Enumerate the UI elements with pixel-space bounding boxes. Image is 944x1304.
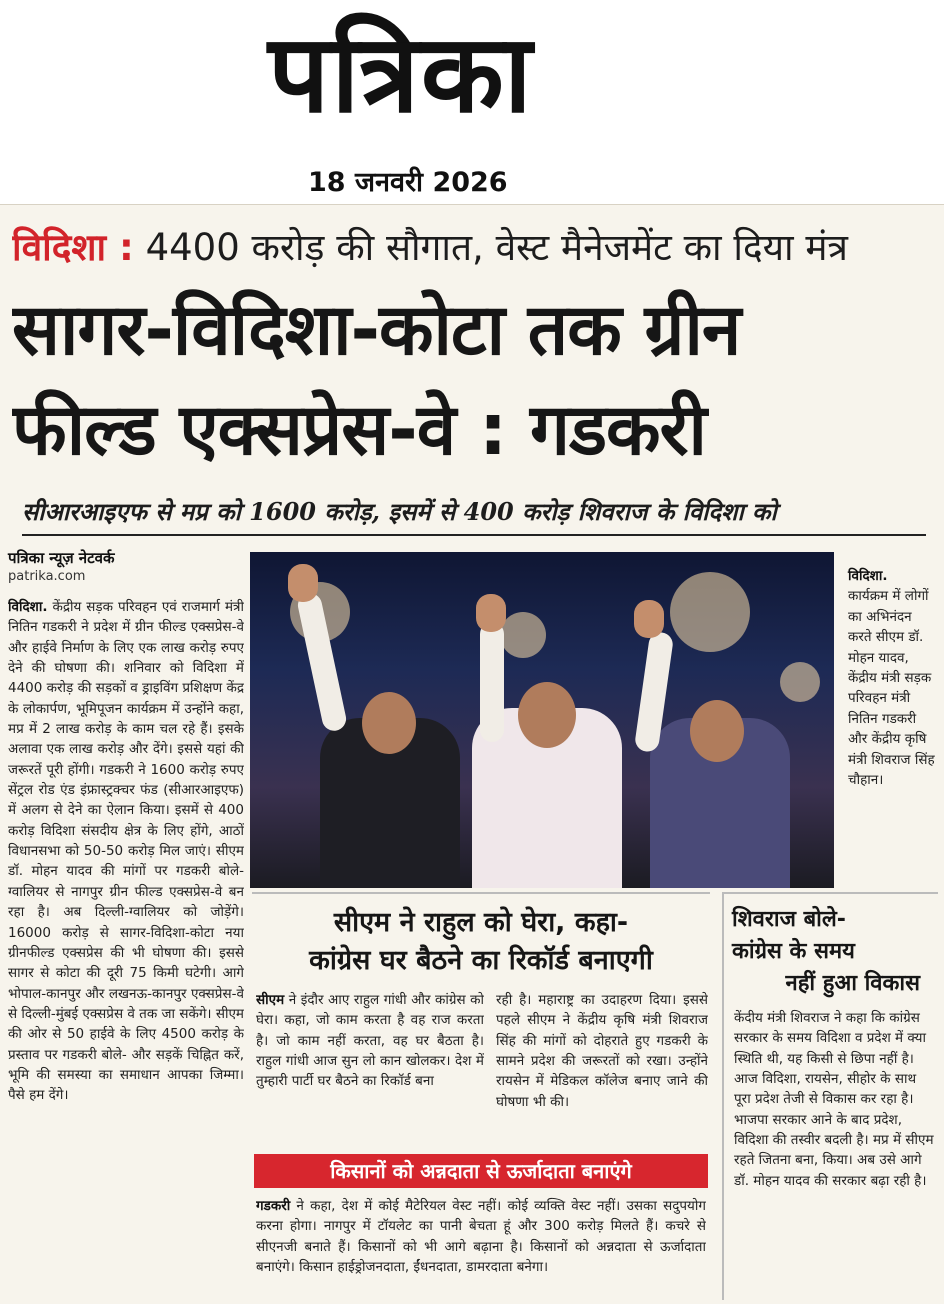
deck-subheadline: सीआरआइएफ से मप्र को 1600 करोड़, इसमें से 400 करोड़ शिवराज के विदिशा को (22, 488, 926, 536)
person-right-head (690, 700, 744, 762)
headline-line-2: फील्ड एक्सप्रेस-वे : गडकरी (12, 388, 706, 471)
person-left-head (362, 692, 416, 754)
cm-story-lead: सीएम (256, 992, 285, 1008)
cm-story-headline-2: कांग्रेस घर बैठने का रिकॉर्ड बनाएगी (309, 945, 653, 976)
shivraj-headline-2: कांग्रेस के समय (732, 939, 855, 964)
caption-text: कार्यक्रम में लोगों का अभिनंदन करते सीएम डॉ. मोहन यादव, केंद्रीय मंत्री सड़क परिवहन मंत्री नितिन गडकरी और केंद्रीय कृषि मंत्री शिवराज सिंह चौहान। (848, 588, 935, 789)
person-center-hand (476, 594, 506, 632)
masthead (0, 0, 944, 198)
farmers-story-text: ने कहा, देश में कोई मैटेरियल वेस्ट नहीं। कोई व्यक्ति वेस्ट नहीं। उसका सदुपयोग करना होगा। नागपुर में टॉयलेट का पानी बेचता हूं और 300 करोड़ मिलते हैं। कचरे से सीएनजी बनाते हैं। किसानों को भी आगे बढ़ाना है। किसानों को अन्नदाता से ऊर्जादाता बनाएंगे। किसान हाईड्रोजनदाता, ईंधनदाता, डामरदाता बनेगा। (256, 1198, 706, 1276)
farmers-story-lead: गडकरी (256, 1198, 291, 1214)
byline-network: पत्रिका न्यूज़ नेटवर्क (8, 549, 115, 567)
person-center-head (518, 682, 576, 748)
main-story-body (8, 597, 244, 1302)
kicker-place: विदिशा : (12, 226, 134, 269)
byline-site: patrika.com (8, 569, 86, 584)
kicker-text: 4400 करोड़ की सौगात, वेस्ट मैनेजमेंट का दिया मंत्र (145, 226, 848, 269)
shivraj-story-box (722, 892, 938, 1300)
farmers-story-body (256, 1196, 706, 1300)
shivraj-story-body: केंदीय मंत्री शिवराज ने कहा कि कांग्रेस सरकार के समय विदिशा व प्रदेश में क्या स्थिति थी, यह किसी से छिपा नहीं है। आज विदिशा, रायसेन, सीहोर के साथ पूरा प्रदेश तेजी से विकास कर रहा है। भाजपा सरकार आने के बाद प्रदेश, विदिशा की तस्वीर बदली है। मप्र में सीएम रहते जितना बना, किया। अब उसे आगे डॉ. मोहन यादव की सरकार बढ़ा रही है। (734, 1010, 934, 1189)
caption-place: विदिशा. (848, 568, 888, 584)
main-story-dateline: विदिशा. (8, 599, 48, 615)
newspaper-logo: पत्रिका (268, 11, 534, 137)
photo-caption (848, 566, 938, 790)
cm-story-column-1 (256, 990, 484, 1150)
event-photo (250, 552, 834, 888)
cm-story-column-2: रही है। महाराष्ट्र का उदाहरण दिया। इससे पहले सीएम ने केंद्रीय कृषि मंत्री शिवराज सिंह की मांगों को दोहराते हुए गडकरी के सामने प्रदेश की जरूरतों को रखा। उन्होंने रायसेन में मेडिकल कॉलेज बनाए जाने की घोषणा भी की। (496, 992, 708, 1110)
person-right-hand (634, 600, 664, 638)
byline (8, 548, 244, 586)
edition-date: 18 जनवरी 2026 (308, 167, 508, 198)
shivraj-headline-3: नहीं हुआ विकास (785, 971, 920, 996)
shivraj-headline-1: शिवराज बोले- (732, 907, 846, 932)
stage-light (780, 662, 820, 702)
cm-story-box (252, 892, 710, 1300)
person-left-hand (288, 564, 318, 602)
cm-story-headline-1: सीएम ने राहुल को घेरा, कहा- (333, 907, 629, 938)
main-story-text: केंद्रीय सड़क परिवहन एवं राजमार्ग मंत्री नितिन गडकरी ने प्रदेश में ग्रीन फील्ड एक्सप्रेस-वे और हाईवे निर्माण के लिए एक लाख करोड़ रुपए देने की घोषणा की। शनिवार को विदिशा में 4400 करोड़ की सड़कों व ड्राइविंग प्रशिक्षण केंद्र के लोकार्पण, भूमिपूजन कार्यक्रम में उन्होंने कहा, मप्र में 2 लाख करोड़ के काम चल रहे हैं। इसके अलावा एक लाख करोड़ और देंगे। इससे यहां की जरूरतें पूरी होंगी। गडकरी ने 1600 करोड़ रुपए सेंट्रल रोड एंड इंफ्रास्ट्रक्चर फंड (सीआरआइएफ) में अलग से देने का ऐलान किया। इसमें से 400 करोड़ विदिशा संसदीय क्षेत्र के लिए होंगे, आठों विधानसभा को 50-50 करोड़ मिल जाएं। सीएम डॉ. मोहन यादव की मांगों पर गडकरी बोले-ग्वालियर से नागपुर ग्रीन फील्ड एक्सप्रेस-वे बन रहा है। अब दिल्ली-ग्वालियर को जोड़ेंगे। 16000 करोड़ से सागर-विदिशा-कोटा नया ग्रीनफील्ड एक्सप्रेस की भी घोषणा की। इससे सागर से कोटा की दूरी 75 किमी घटेगी। आगे भोपाल-कानपुर और लखनऊ-कानपुर एक्सप्रेस-वे से दिल्ली-मुंबई एक्सप्रेस वे तक जा सकेंगे। सीएम की ओर से 50 हाईवे के लिए 4500 करोड़ के प्रस्ताव पर गडकरी बोले- और सड़कें चिह्नित करें, भूमि की समस्या का समाधान आपका जिम्मा। पैसे हम देंगे। (8, 599, 244, 1104)
stage-light (670, 572, 750, 652)
person-center-arm (480, 622, 504, 742)
headline-line-1: सागर-विदिशा-कोटा तक ग्रीन (12, 288, 741, 371)
cm-story-text-1: ने इंदौर आए राहुल गांधी और कांग्रेस को घेरा। कहा, जो काम करता है वह राज करता है। जो काम नहीं करता, वह घर बैठता है। राहुल गांधी आज सुन लो कान खोलकर। देश में तुम्हारी पार्टी घर बैठने का रिकॉर्ड बना (256, 992, 484, 1090)
stage-light (500, 612, 546, 658)
farmers-story-banner: किसानों को अन्नदाता से ऊर्जादाता बनाएंगे (254, 1154, 708, 1188)
kicker-line (12, 222, 932, 274)
